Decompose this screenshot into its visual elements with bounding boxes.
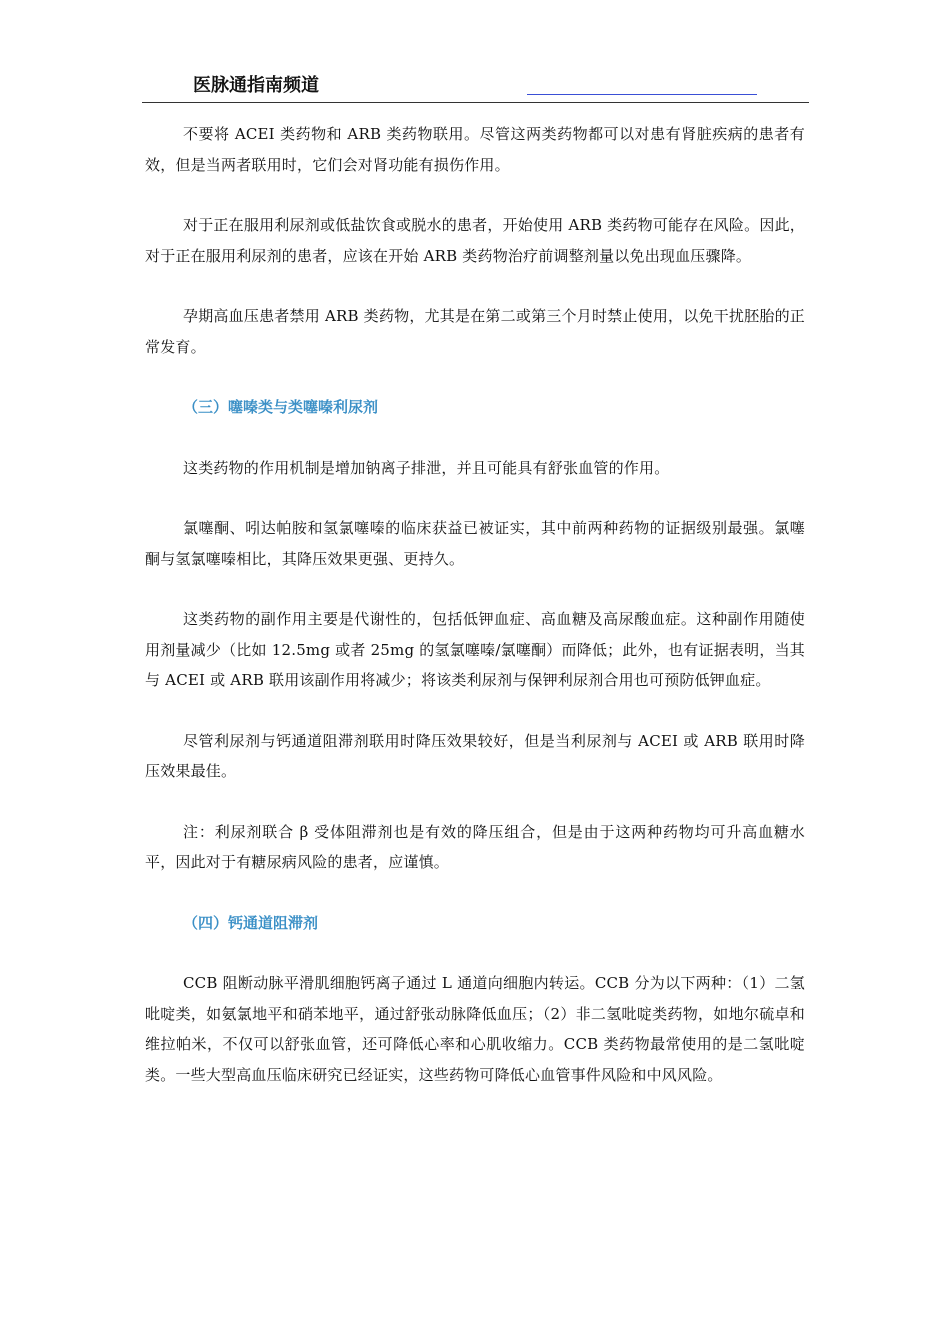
section-heading-thiazide: （三）噻嗪类与类噻嗪利尿剂 bbox=[183, 398, 379, 416]
section-heading-ccb: （四）钙通道阻滞剂 bbox=[183, 913, 319, 932]
paragraph-arb-pregnancy: 孕期高血压患者禁用 ARB 类药物，尤其是在第二或第三个月时禁止使用，以免干扰胚胎的正常发育。 bbox=[145, 307, 805, 356]
paragraph-thiazide-side-effects: 这类药物的副作用主要是代谢性的，包括低钾血症、高血糖及高尿酸血症。这种副作用随使用剂量减少（比如 12.5mg 或者 25mg 的氢氯噻嗪/氯噻酮）而降低；此外，也有证据表明，当其与 ACEI 或 ARB 联用该副作用将减少；将该类利尿剂与保钾利尿剂合用也可预防低钾血症。 bbox=[145, 610, 805, 689]
document-body bbox=[145, 119, 805, 1120]
header-divider bbox=[142, 102, 809, 103]
paragraph-acei-arb-combination: 不要将 ACEI 类药物和 ARB 类药物联用。尽管这两类药物都可以对患有肾脏疾病的患者有效，但是当两者联用时，它们会对肾功能有损伤作用。 bbox=[145, 125, 805, 174]
paragraph-thiazide-mechanism: 这类药物的作用机制是增加钠离子排泄，并且可能具有舒张血管的作用。 bbox=[183, 458, 670, 477]
paragraph-note-beta-blocker: 注：利尿剂联合 β 受体阻滞剂也是有效的降压组合，但是由于这两种药物均可升高血糖水平，因此对于有糖尿病风险的患者，应谨慎。 bbox=[145, 822, 805, 871]
paragraph-ccb-description: CCB 阻断动脉平滑肌细胞钙离子通过 L 通道向细胞内转运。CCB 分为以下两种：（1）二氢吡啶类，如氨氯地平和硝苯地平，通过舒张动脉降低血压；（2）非二氢吡啶类药物，如地尔硫卓和维拉帕米，不仅可以舒张血管，还可降低心率和心肌收缩力。CCB 类药物最常使用的是二氢吡啶类。一些大型高血压临床研究已经证实，这些药物可降低心血管事件风险和中风风险。 bbox=[145, 974, 805, 1084]
paragraph-diuretic-combination: 尽管利尿剂与钙通道阻滞剂联用时降压效果较好，但是当利尿剂与 ACEI 或 ARB 联用时降压效果最佳。 bbox=[145, 731, 805, 780]
header-title: 医脉通指南频道 bbox=[193, 75, 319, 96]
paragraph-thiazide-evidence: 氯噻酮、吲达帕胺和氢氯噻嗪的临床获益已被证实，其中前两种药物的证据级别最强。氯噻酮与氢氯噻嗪相比，其降压效果更强、更持久。 bbox=[145, 519, 805, 568]
header-link-underline[interactable] bbox=[527, 94, 757, 95]
paragraph-arb-diuretic-risk: 对于正在服用利尿剂或低盐饮食或脱水的患者，开始使用 ARB 类药物可能存在风险。因此，对于正在服用利尿剂的患者，应该在开始 ARB 类药物治疗前调整剂量以免出现血压骤降。 bbox=[145, 216, 805, 265]
